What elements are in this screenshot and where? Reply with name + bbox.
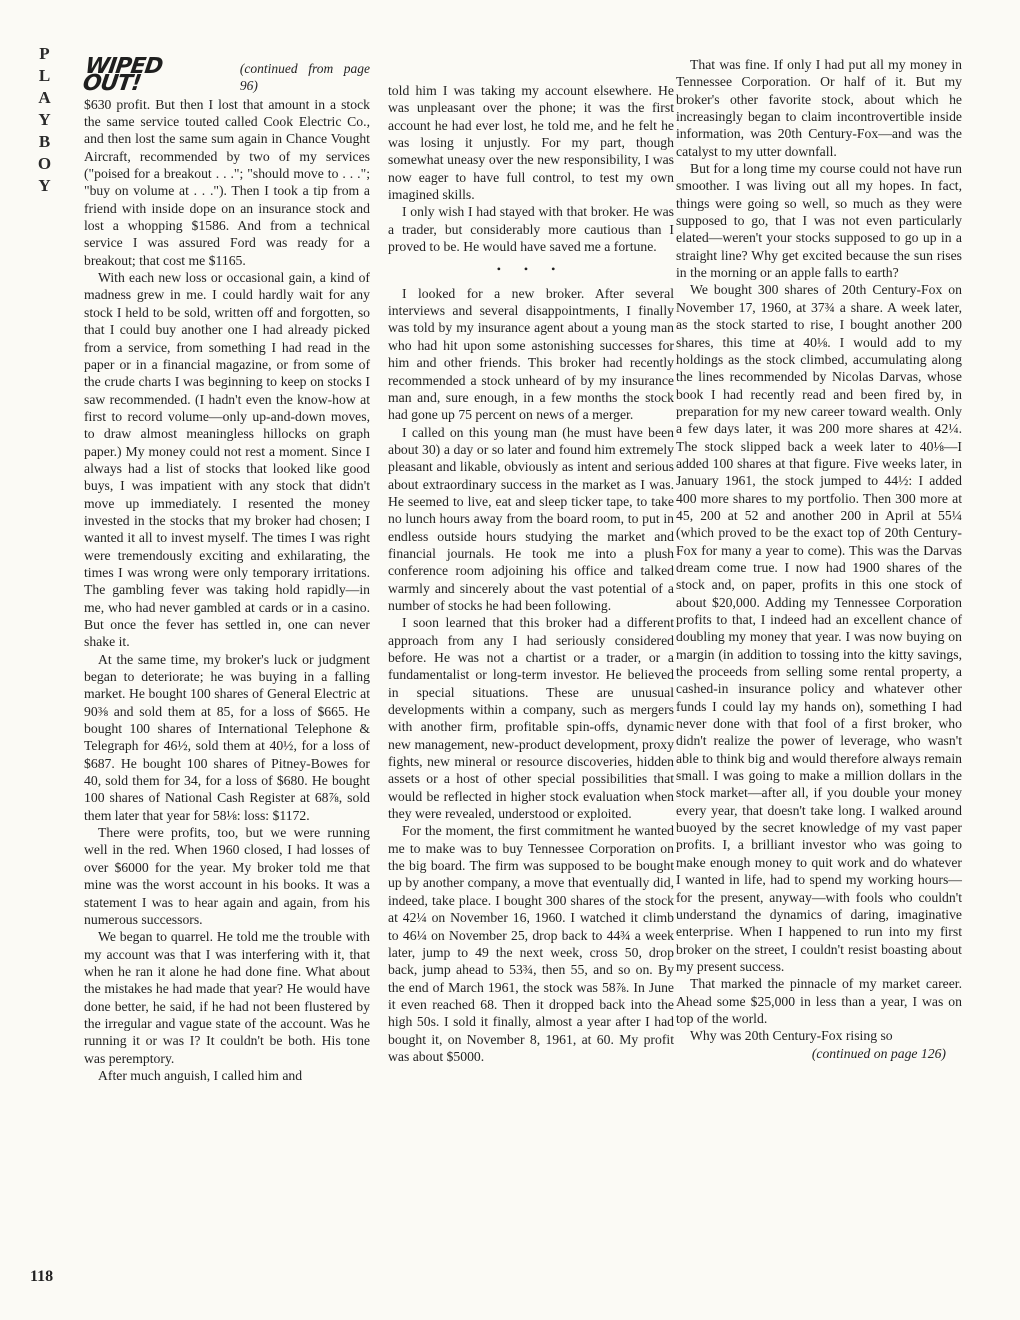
paragraph: That marked the pinnacle of my market career. Ahead some $25,000 in less than a year, I was on top of the world.	[676, 976, 962, 1026]
magazine-masthead: PLAYBOY	[35, 44, 54, 198]
article-column-3	[676, 56, 962, 1062]
paragraph: Why was 20th Century-Fox rising so	[690, 1028, 893, 1044]
paragraph: At the same time, my broker's luck or judgment began to deteriorate; he was buying in a falling market. He bought 100 shares of General Electric at 90⅜ and sold them at 85, for a loss of $665. He bought 100 shares of International Telephone & Telegraph for 46½, sold them at 40½, for a loss of $687. He bought 100 shares of Pitney-Bowes for 40, sold them for 34, for a loss of $680. He bought 100 shares of National Cash Register at 68⅞, sold them later that year for 58⅛: loss: $1172.	[84, 651, 370, 823]
paragraph: There were profits, too, but we were running well in the red. When 1960 closed, I had losses of over $6000 for the year. My broker told me that mine was the worst account in his books. It was a statement I was to hear again and again, from his numerous successors.	[84, 825, 370, 927]
paragraph: I soon learned that this broker had a different approach from any I had seriously considered before. He was not a chartist or a trader, or a fundamentalist or long-term investor. He believed in special situations. These are unusual developments within a company, such as mergers with another firm, profitable spin-offs, dynamic new management, new-product development, proxy fights, new mineral or resource discoveries, hidden assets or a host of other special possibilities that would be reflected in higher stock evaluation when they were revealed, understood or exploited.	[388, 615, 674, 822]
continued-on-note: (continued on page 126)	[811, 1045, 946, 1061]
continued-from-note: (continued from page 96)	[239, 61, 370, 94]
paragraph: We began to quarrel. He told me the trouble with my account was that I was interfering with it, that when he ran it alone he had done fine. What about the mistakes he had made that year? He would have done better, he said, if he had not been flustered by the irregular and vague state of the account. Was he running it or was I? It couldn't be both. His tone was peremptory.	[84, 929, 370, 1066]
paragraph: I called on this young man (he must have been about 30) a day or so later and found him extremely pleasant and likable, obviously as intent and serious about extraordinary success in the market as I was. He seemed to live, eat and sleep ticker tape, to take no lunch hours away from the board room, to put in endless outside hours studying the market and financial journals. He took me into a plush conference room adjoining his office and talked warmly and sincerely about the vast potential of a number of stocks he had been following.	[388, 424, 674, 613]
page-number: 118	[30, 1268, 54, 1285]
paragraph: We bought 300 shares of 20th Century-Fox on November 17, 1960, at 37¾ a share. A week later, as the stock started to rise, I bought another 200 shares, this time at 40⅛. I would add to my holdings as the stock climbed, accumulating along the lines recommended by Nicolas Darvas, whose book I had recently read and been fired by, in preparation for my new career toward wealth. Only a few days later, it was 200 more shares at 42¼. The stock slipped back a week later to 40⅛—I added 100 shares at that figure. Five weeks later, in January 1961, the stock jumped to 44½: I added 400 more shares to my portfolio. Then 300 more at 45, 200 at 52 and another 200 in April at 55¼ (which proved to be the exact top of 20th Century-Fox for many a year to come). This was the Darvas dream come true. I now had 1900 shares of the stock and, on paper, profits in this one stock of about $20,000. Adding my Tennessee Corporation profits to that, I indeed had an excellent chance of doubling my money that year. I was now buying on margin (in addition to tossing into the kitty savings, the proceeds from selling some rental property, a cashed-in insurance policy and whatever other funds I could lay my hands on), something I had never done with that fool of a first broker, who didn't realize the power of leverage, who wasn't able to think big and would therefore always remain small. I was going to make a million dollars in the stock market—after all, if you double your money every year, that doesn't take long. I walked around buoyed by the secret knowledge of my vast paper profits. I, a brilliant investor who was going to make enough money to quit work and do whatever I wanted in life, had to spend my working hours—for the present, anyway—with fools who couldn't understand the dynamics of daring, imaginative enterprise. When I happened to run into my first broker on the street, I couldn't resist boasting about my present success.	[676, 282, 962, 974]
paragraph: I looked for a new broker. After several interviews and several disappointments, I finally was told by my insurance agent about a young man who had hit upon some astonishing successes for him and other friends. This broker had recently recommended a stock unheard of by my insurance man and, sure enough, in a few months the stock had gone up 75 percent on news of a merger.	[388, 285, 674, 423]
paragraph: $630 profit. But then I lost that amount in a stock the same service touted called Cook Electric Co., and then lost the same sum again in Chance Vought Aircraft, recommended by two of my services ("poised for a breakout . . ."; "should move to . . ."; "buy on volume at . . ."). Then I took a tip from a friend with inside dope on an insurance stock and lost a whopping $1586. And from a technical service I was assured Ford was ready for a breakout; that cost me $1165.	[84, 96, 370, 268]
paragraph: After much anguish, I called him and	[98, 1067, 303, 1083]
article-heading	[81, 54, 370, 97]
paragraph: For the moment, the first commitment he wanted me to make was to buy Tennessee Corporation on the big board. The firm was supposed to be bought up by another company, a move that eventually did, indeed, take place. I bought 300 shares of the stock at 42¼ on November 16, 1960. I watched it climb to 46¼ on November 25, drop back to 44¾ a week later, jump to 49 the next week, cross 50, drop back, jump ahead to 53¾, then 55, and so on. By the end of March 1961, the stock was 58⅞. In June it even reached 68. Then it dropped back into the high 50s. I sold it finally, almost a year after I had bought it, on November 8, 1961, at 60. My profit was about $5000.	[388, 823, 674, 1064]
paragraph: told him I was taking my account elsewhere. He was unpleasant over the phone; it was the first account he had ever lost, he told me, and he felt he was losing it unjustly. For my part, though somewhat uneasy over the new responsibility, I was now eager to have full control, to test my own imagined skills.	[388, 83, 674, 203]
article-title: WIPED OUT!	[81, 54, 164, 97]
section-separator: • • •	[496, 262, 566, 277]
article-column-1	[81, 54, 370, 1084]
paragraph: That was fine. If only I had put all my money in Tennessee Corporation. Or half of it. But my broker's other favorite stock, about which he increasingly began to claim incontrovertible inside information, was 20th Century-Fox—and was the catalyst to my utter downfall.	[676, 57, 962, 159]
paragraph: But for a long time my course could not have run smoother. I was living out all my hopes. In fact, things were going so well, so much as they were supposed to go, that I was not even particularly elated—weren't your stocks supposed to go up in a straight line? Why get excited because the sun rises in the morning or an apple falls to earth?	[676, 161, 962, 281]
paragraph: With each new loss or occasional gain, a kind of madness grew in me. I could hardly wait for any stock I held to be sold, written off and forgotten, so that I could buy another one I had already picked from a service, from something I had read in the paper or in a financial magazine, or from some of the crude charts I was beginning to keep on stocks I saw recommended. (I hadn't even the know-how at first to record volume—only up-and-down moves, to draw almost meaningless hillocks on graph paper.) My money could not rest a moment. Since I always had a list of stocks that looked like good buys, I was impatient with any stock that didn't move up immediately. I resented the money invested in the stocks that my broker had chosen; I wanted it all to invest myself. The times I was right were tremendously exciting and exhilarating, the times I was wrong were only temporary irritations. The gambling fever was taking hold rapidly—in me, who had never gambled at cards or in a casino. But once the fever has settled in, one can never shake it.	[84, 270, 370, 650]
article-column-2	[388, 82, 674, 1065]
paragraph: I only wish I had stayed with that broker. He was a trader, but considerably more cautious than I proved to be. He would have saved me a fortune.	[388, 204, 674, 255]
